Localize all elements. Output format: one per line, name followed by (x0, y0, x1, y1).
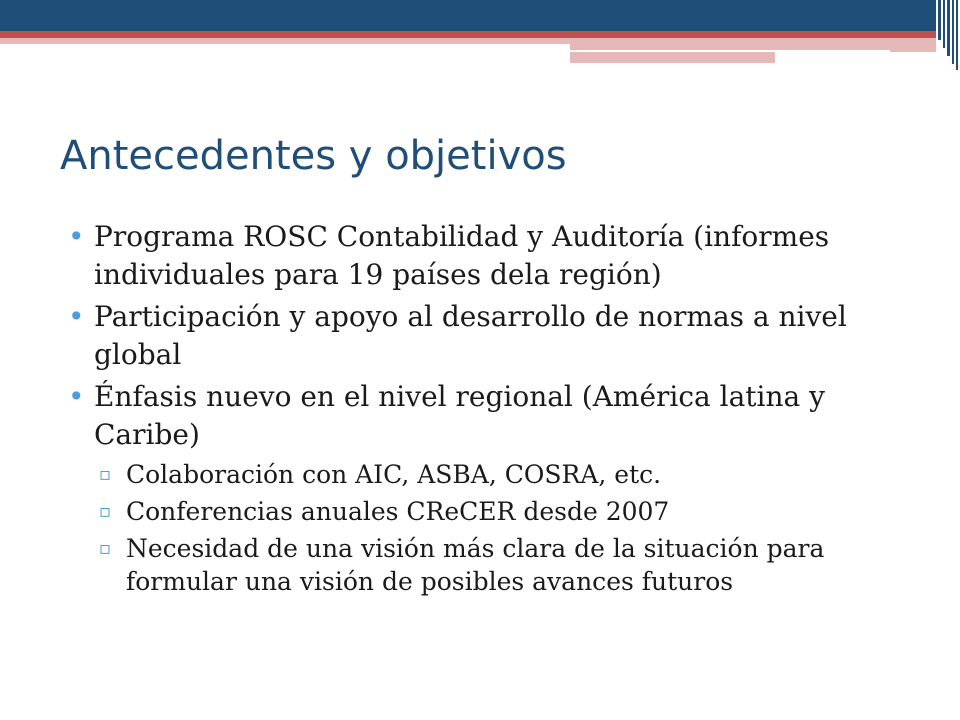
bullet-item (66, 298, 926, 374)
sub-bullet-text: Necesidad de una visión más clara de la situación para formular una visión de posibles avances futuros (126, 534, 825, 596)
bullet-list (66, 218, 926, 602)
slide-title: Antecedentes y objetivos (60, 133, 567, 179)
bullet-item (66, 378, 926, 454)
bullet-icon: • (68, 300, 85, 333)
sub-bullet-text: Conferencias anuales CReCER desde 2007 (126, 497, 670, 526)
header-band-pink-short (570, 52, 775, 63)
corner-stripe (943, 0, 945, 48)
bullet-item (66, 218, 926, 294)
bullet-icon: • (68, 220, 85, 253)
header-highlight-line (570, 50, 890, 52)
bullet-text: Participación y apoyo al desarrollo de normas a nivel global (94, 300, 847, 371)
sub-bullet-icon: ▫ (99, 464, 112, 485)
header-band-blue (0, 0, 936, 31)
corner-stripe (938, 0, 941, 40)
sub-bullet-text: Colaboración con AIC, ASBA, COSRA, etc. (126, 460, 662, 489)
header-band-red (0, 31, 936, 38)
corner-stripe (947, 0, 950, 56)
sub-bullet-icon: ▫ (99, 538, 112, 559)
sub-bullet-item (66, 532, 926, 598)
sub-bullet-item (66, 495, 926, 528)
bullet-text: Énfasis nuevo en el nivel regional (América latina y Caribe) (94, 380, 825, 451)
corner-stripe (952, 0, 954, 64)
sub-bullet-item (66, 458, 926, 491)
corner-stripe (956, 0, 958, 70)
bullet-text: Programa ROSC Contabilidad y Auditoría (informes individuales para 19 países dela región) (94, 220, 830, 291)
sub-bullet-icon: ▫ (99, 501, 112, 522)
bullet-icon: • (68, 380, 85, 413)
corner-stripes (936, 0, 960, 72)
